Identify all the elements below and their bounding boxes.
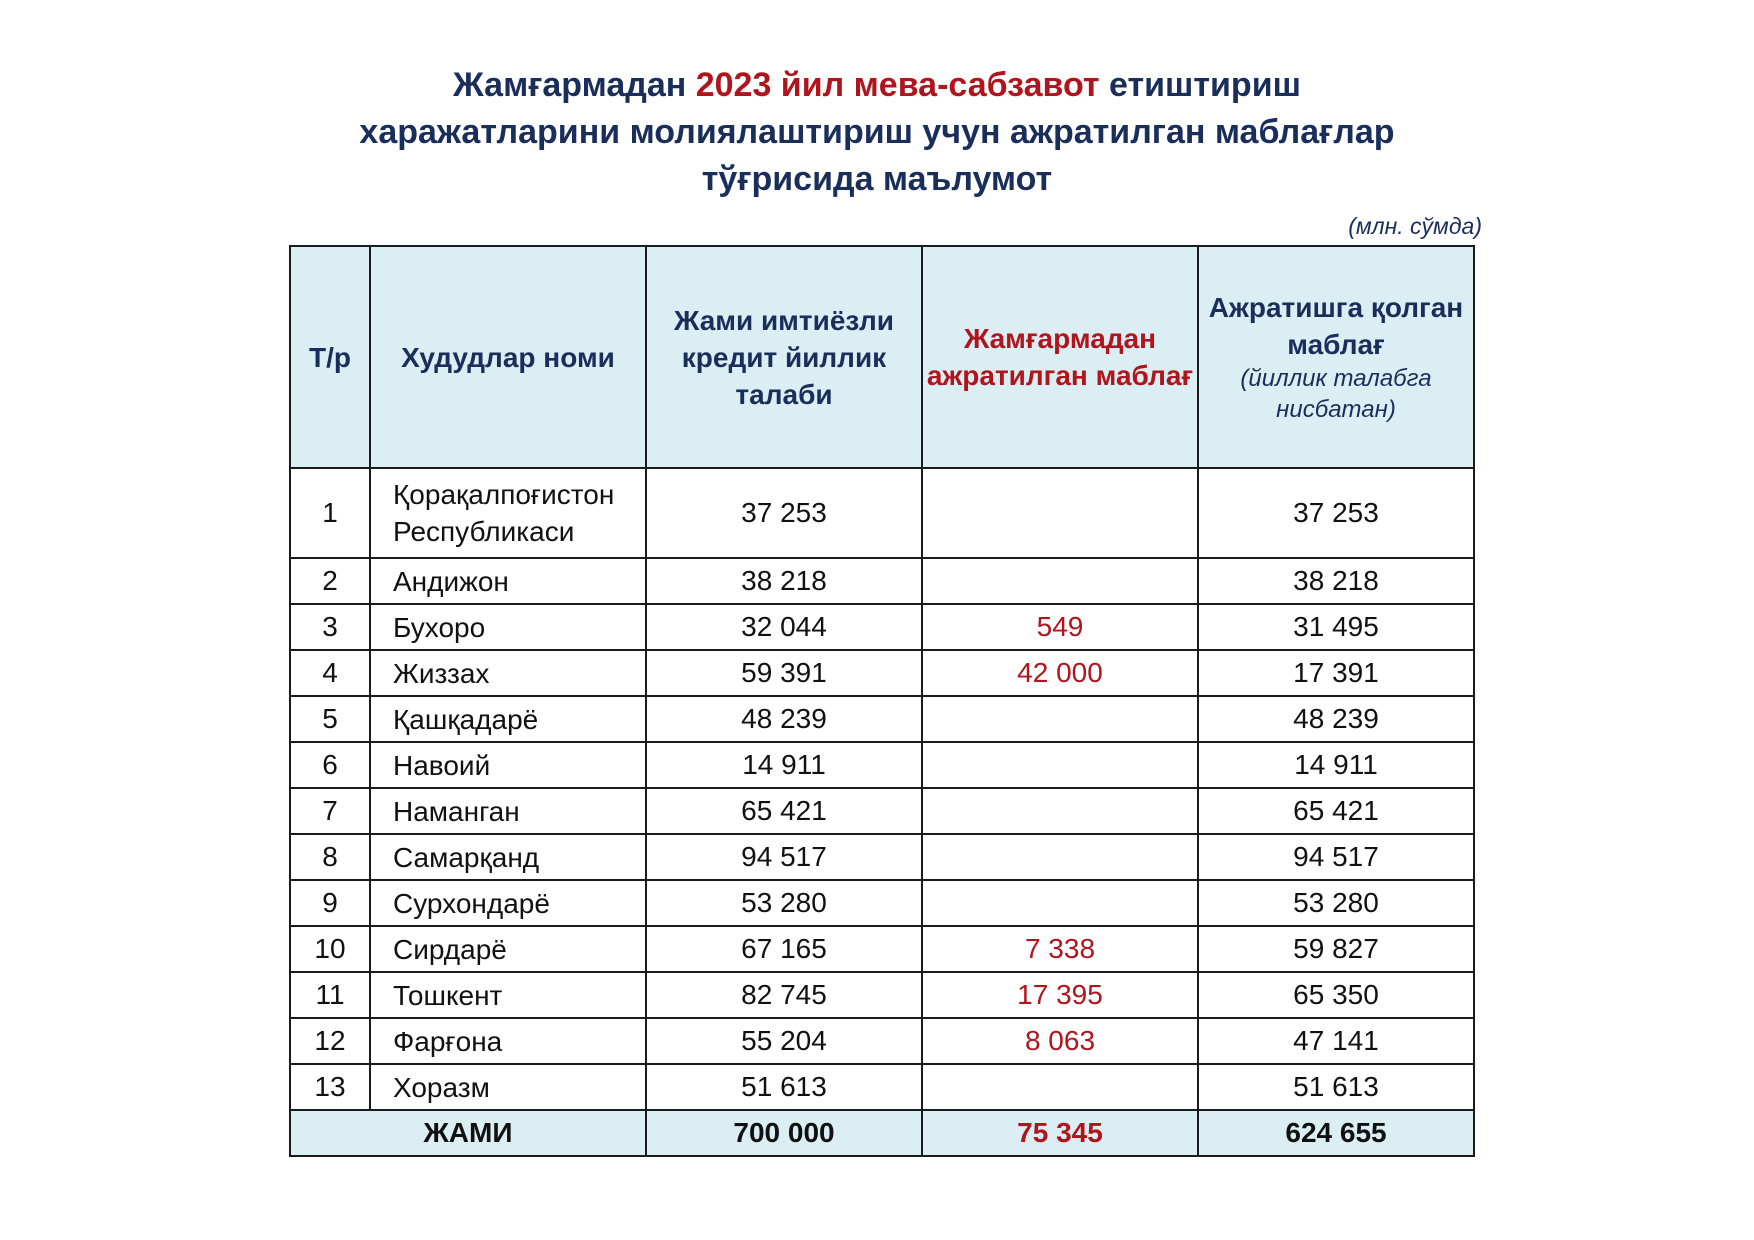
row-remaining: 31 495 bbox=[1198, 604, 1474, 650]
table-row bbox=[290, 788, 1474, 834]
header-remaining bbox=[1198, 246, 1474, 468]
row-demand: 14 911 bbox=[646, 742, 922, 788]
row-remaining: 65 350 bbox=[1198, 972, 1474, 1018]
table-row bbox=[290, 1064, 1474, 1110]
row-remaining: 65 421 bbox=[1198, 788, 1474, 834]
row-demand: 82 745 bbox=[646, 972, 922, 1018]
row-number: 3 bbox=[290, 604, 370, 650]
row-region: Хоразм bbox=[370, 1064, 646, 1110]
row-region: Қашқадарё bbox=[370, 696, 646, 742]
row-demand: 32 044 bbox=[646, 604, 922, 650]
row-allocated bbox=[922, 880, 1198, 926]
row-remaining: 14 911 bbox=[1198, 742, 1474, 788]
table-row bbox=[290, 558, 1474, 604]
total-allocated: 75 345 bbox=[922, 1110, 1198, 1156]
row-demand: 94 517 bbox=[646, 834, 922, 880]
row-region: Қорақалпоғистон Республикаси bbox=[370, 468, 646, 558]
row-allocated: 8 063 bbox=[922, 1018, 1198, 1064]
row-demand: 37 253 bbox=[646, 468, 922, 558]
row-allocated bbox=[922, 742, 1198, 788]
table-row bbox=[290, 880, 1474, 926]
allocation-table bbox=[289, 245, 1475, 1157]
header-allocated: Жамғармадан ажратилган маблағ bbox=[922, 246, 1198, 468]
title-part-3: етиштириш bbox=[1099, 66, 1301, 104]
row-remaining: 59 827 bbox=[1198, 926, 1474, 972]
title-part-2-highlight: 2023 йил мева-сабзавот bbox=[695, 66, 1100, 104]
row-remaining: 48 239 bbox=[1198, 696, 1474, 742]
row-number: 11 bbox=[290, 972, 370, 1018]
row-allocated: 17 395 bbox=[922, 972, 1198, 1018]
row-region: Жиззах bbox=[370, 650, 646, 696]
row-allocated bbox=[922, 1064, 1198, 1110]
total-label: ЖАМИ bbox=[290, 1110, 646, 1156]
row-allocated: 42 000 bbox=[922, 650, 1198, 696]
row-allocated bbox=[922, 558, 1198, 604]
row-region: Самарқанд bbox=[370, 834, 646, 880]
row-remaining: 17 391 bbox=[1198, 650, 1474, 696]
row-region: Сурхондарё bbox=[370, 880, 646, 926]
table-row bbox=[290, 468, 1474, 558]
row-allocated bbox=[922, 834, 1198, 880]
row-number: 6 bbox=[290, 742, 370, 788]
table-header-row bbox=[290, 246, 1474, 468]
row-remaining: 38 218 bbox=[1198, 558, 1474, 604]
row-region: Тошкент bbox=[370, 972, 646, 1018]
row-remaining: 94 517 bbox=[1198, 834, 1474, 880]
row-region: Бухоро bbox=[370, 604, 646, 650]
header-number: Т/р bbox=[290, 246, 370, 468]
title-line-3: тўғрисида маълумот bbox=[701, 160, 1053, 198]
row-remaining: 47 141 bbox=[1198, 1018, 1474, 1064]
row-allocated bbox=[922, 468, 1198, 558]
row-allocated: 549 bbox=[922, 604, 1198, 650]
row-demand: 65 421 bbox=[646, 788, 922, 834]
total-demand: 700 000 bbox=[646, 1110, 922, 1156]
row-demand: 38 218 bbox=[646, 558, 922, 604]
row-number: 7 bbox=[290, 788, 370, 834]
table-row bbox=[290, 650, 1474, 696]
title-line-1 bbox=[200, 62, 1554, 109]
row-region: Наманган bbox=[370, 788, 646, 834]
row-number: 9 bbox=[290, 880, 370, 926]
row-number: 1 bbox=[290, 468, 370, 558]
row-number: 10 bbox=[290, 926, 370, 972]
row-number: 8 bbox=[290, 834, 370, 880]
row-remaining: 37 253 bbox=[1198, 468, 1474, 558]
table-row bbox=[290, 1018, 1474, 1064]
header-demand: Жами имтиёзли кредит йиллик талаби bbox=[646, 246, 922, 468]
table-row bbox=[290, 696, 1474, 742]
row-demand: 48 239 bbox=[646, 696, 922, 742]
total-row bbox=[290, 1110, 1474, 1156]
header-remaining-label: Ажратишга қолган маблағ bbox=[1208, 292, 1464, 360]
row-allocated bbox=[922, 788, 1198, 834]
header-remaining-note: (йиллик талабга нисбатан) bbox=[1240, 365, 1432, 423]
total-remaining: 624 655 bbox=[1198, 1110, 1474, 1156]
row-remaining: 53 280 bbox=[1198, 880, 1474, 926]
title-part-1: Жамғармадан bbox=[453, 66, 696, 104]
table-row bbox=[290, 742, 1474, 788]
row-region: Навоий bbox=[370, 742, 646, 788]
row-number: 4 bbox=[290, 650, 370, 696]
row-region: Сирдарё bbox=[370, 926, 646, 972]
table-row bbox=[290, 834, 1474, 880]
row-number: 2 bbox=[290, 558, 370, 604]
row-number: 12 bbox=[290, 1018, 370, 1064]
row-number: 5 bbox=[290, 696, 370, 742]
row-allocated: 7 338 bbox=[922, 926, 1198, 972]
row-demand: 55 204 bbox=[646, 1018, 922, 1064]
row-demand: 67 165 bbox=[646, 926, 922, 972]
row-demand: 53 280 bbox=[646, 880, 922, 926]
table-row bbox=[290, 972, 1474, 1018]
table-row bbox=[290, 604, 1474, 650]
row-number: 13 bbox=[290, 1064, 370, 1110]
title-line-2: харажатларини молиялаштириш учун ажратилган маблағлар bbox=[359, 113, 1395, 151]
unit-note: (млн. сўмда) bbox=[1348, 213, 1482, 239]
row-region: Фарғона bbox=[370, 1018, 646, 1064]
row-region: Андижон bbox=[370, 558, 646, 604]
header-region: Худудлар номи bbox=[370, 246, 646, 468]
row-demand: 59 391 bbox=[646, 650, 922, 696]
row-remaining: 51 613 bbox=[1198, 1064, 1474, 1110]
row-demand: 51 613 bbox=[646, 1064, 922, 1110]
row-allocated bbox=[922, 696, 1198, 742]
page-title bbox=[200, 62, 1554, 203]
table-row bbox=[290, 926, 1474, 972]
